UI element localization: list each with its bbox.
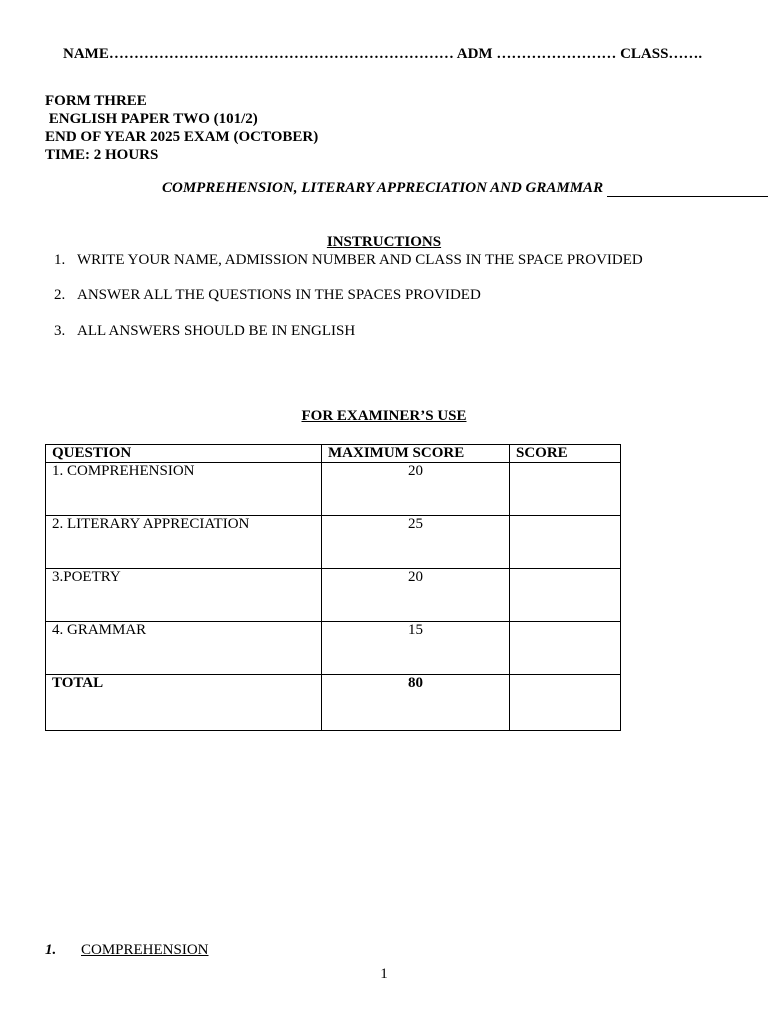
column-header-question: QUESTION: [46, 445, 322, 463]
instruction-item: [54, 323, 355, 340]
instruction-number: 3.: [54, 323, 66, 339]
subtitle-rule: [607, 196, 768, 197]
instruction-text: WRITE YOUR NAME, ADMISSION NUMBER AND CLASS IN THE SPACE PROVIDED: [77, 252, 643, 268]
total-score-cell[interactable]: [510, 675, 621, 731]
max-score-cell: 25: [322, 516, 510, 569]
examiner-score-table: [45, 444, 621, 731]
instruction-item: [54, 252, 643, 269]
total-label: TOTAL: [46, 675, 322, 731]
paper-subtitle: COMPREHENSION, LITERARY APPRECIATION AND GRAMMAR: [162, 180, 604, 196]
section-title: COMPREHENSION: [81, 942, 209, 958]
section-number: 1.: [45, 942, 57, 958]
question-cell: 1. COMPREHENSION: [46, 463, 322, 516]
exam-time: TIME: 2 HOURS: [45, 147, 159, 163]
score-cell[interactable]: [510, 622, 621, 675]
score-cell[interactable]: [510, 569, 621, 622]
paper-title: ENGLISH PAPER TWO (101/2): [45, 111, 258, 127]
instruction-number: 2.: [54, 287, 66, 303]
score-cell[interactable]: [510, 516, 621, 569]
score-cell[interactable]: [510, 463, 621, 516]
examiner-title: FOR EXAMINER’S USE: [301, 408, 467, 424]
exam-header: [45, 92, 318, 164]
student-details-line: NAME…………………………………………………………… ADM …………………… CLASS…….: [63, 46, 703, 62]
table-row: [46, 622, 621, 675]
instructions-title: INSTRUCTIONS: [326, 234, 442, 250]
instruction-text: ALL ANSWERS SHOULD BE IN ENGLISH: [77, 323, 356, 339]
max-score-cell: 15: [322, 622, 510, 675]
total-max-score: 80: [322, 675, 510, 731]
instruction-text: ANSWER ALL THE QUESTIONS IN THE SPACES PROVIDED: [77, 287, 481, 303]
max-score-cell: 20: [322, 569, 510, 622]
page-number: 1: [380, 966, 388, 982]
max-score-cell: 20: [322, 463, 510, 516]
table-row: [46, 516, 621, 569]
table-header-row: [46, 445, 621, 463]
column-header-score: SCORE: [510, 445, 621, 463]
question-cell: 4. GRAMMAR: [46, 622, 322, 675]
column-header-max-score: MAXIMUM SCORE: [322, 445, 510, 463]
form-level: FORM THREE: [45, 93, 147, 109]
exam-title: END OF YEAR 2025 EXAM (OCTOBER): [45, 129, 319, 145]
table-row: [46, 569, 621, 622]
instruction-number: 1.: [54, 252, 66, 268]
table-row: [46, 463, 621, 516]
total-row: [46, 675, 621, 731]
question-cell: 3.POETRY: [46, 569, 322, 622]
instruction-item: [54, 287, 481, 304]
question-cell: 2. LITERARY APPRECIATION: [46, 516, 322, 569]
